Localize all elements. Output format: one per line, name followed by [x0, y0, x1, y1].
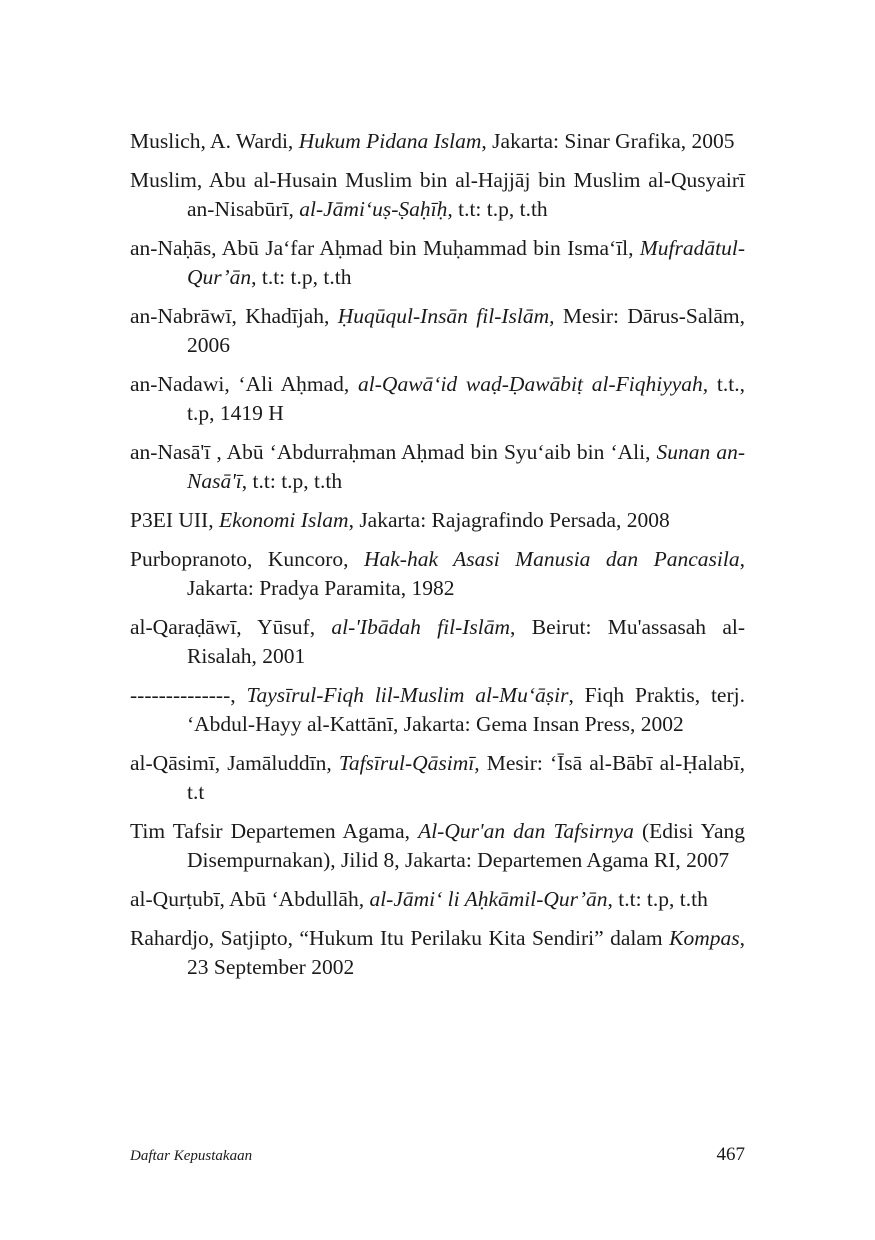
bibliography-entry: --------------, Taysīrul-Fiqh lil-Muslim al-Mu‘āṣir, Fiqh Praktis, terj. ‘Abdul-Hayy al-Kattānī, Jakarta: Gema Insan Press, 2002 [130, 683, 745, 736]
page-number: 467 [716, 1144, 745, 1165]
bibliography-entry: al-Qurṭubī, Abū ‘Abdullāh, al-Jāmi‘ li Aḥkāmil-Qur’ān, t.t: t.p, t.th [130, 887, 708, 911]
page-footer [130, 1144, 745, 1166]
bibliography-entry: an-Nabrāwī, Khadījah, Ḥuqūqul-Insān fil-Islām, Mesir: Dārus-Salām, 2006 [130, 304, 745, 357]
bibliography-list [130, 127, 745, 992]
bibliography-entry: P3EI UII, Ekonomi Islam, Jakarta: Rajagrafindo Persada, 2008 [130, 508, 670, 532]
bibliography-entry: an-Naḥās, Abū Ja‘far Aḥmad bin Muḥammad bin Isma‘īl, Mufradātul-Qur’ān, t.t: t.p, t.th [130, 236, 745, 289]
footer-section-title: Daftar Kepustakaan [130, 1148, 253, 1164]
bibliography-entry: Muslim, Abu al-Husain Muslim bin al-Hajjāj bin Muslim al-Qusyairī an-Nisabūrī, al-Jāmi‘uṣ-Ṣaḥīḥ, t.t: t.p, t.th [130, 168, 745, 221]
bibliography-entry: al-Qāsimī, Jamāluddīn, Tafsīrul-Qāsimī, Mesir: ‘Īsā al-Bābī al-Ḥalabī, t.t [130, 751, 745, 804]
bibliography-entry: an-Nadawi, ‘Ali Aḥmad, al-Qawā‘id waḍ-Ḍawābiṭ al-Fiqhiyyah, t.t., t.p, 1419 H [130, 372, 745, 425]
bibliography-entry: Muslich, A. Wardi, Hukum Pidana Islam, Jakarta: Sinar Grafika, 2005 [130, 129, 735, 153]
bibliography-entry: Rahardjo, Satjipto, “Hukum Itu Perilaku Kita Sendiri” dalam Kompas, 23 September 2002 [130, 926, 745, 979]
bibliography-entry: an-Nasā'ī , Abū ‘Abdurraḥman Aḥmad bin Syu‘aib bin ‘Ali, Sunan an-Nasā'ī, t.t: t.p, t.th [130, 440, 745, 493]
bibliography-entry: Purbopranoto, Kuncoro, Hak-hak Asasi Manusia dan Pancasila, Jakarta: Pradya Paramita, 1982 [130, 547, 745, 600]
bibliography-entry: Tim Tafsir Departemen Agama, Al-Qur'an dan Tafsirnya (Edisi Yang Disempurnakan), Jilid 8, Jakarta: Departemen Agama RI, 2007 [130, 819, 745, 872]
bibliography-entry: al-Qaraḍāwī, Yūsuf, al-'Ibādah fil-Islām, Beirut: Mu'assasah al-Risalah, 2001 [130, 615, 746, 668]
